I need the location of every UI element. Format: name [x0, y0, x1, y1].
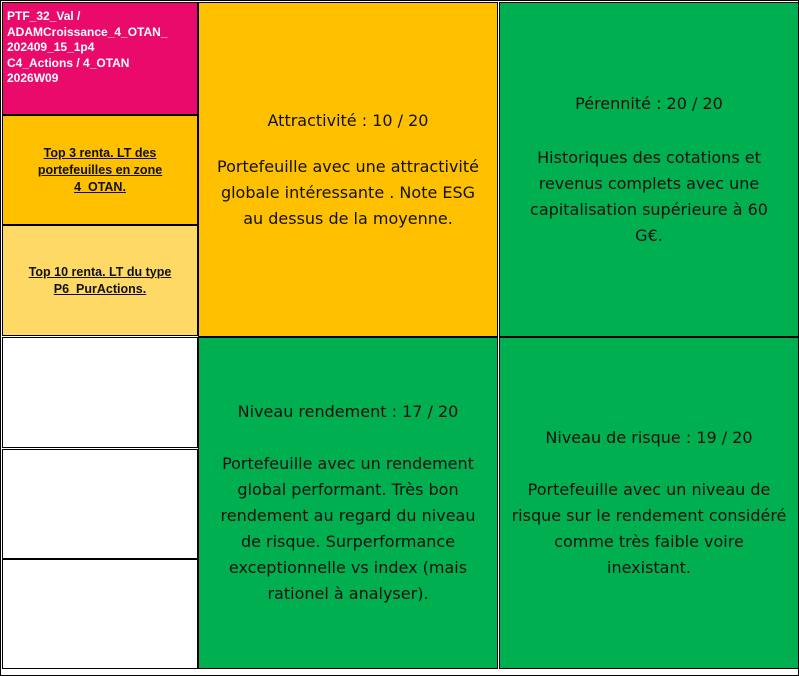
top3-ranking-label: Top 3 renta. LT des portefeuilles en zone 4_OTAN. — [37, 145, 163, 194]
portfolio-id-cell — [2, 2, 198, 115]
top10-ranking-link[interactable] — [2, 225, 198, 336]
perennite-title: Pérennité : 20 / 20 — [575, 94, 723, 113]
perennite-box — [499, 2, 799, 337]
empty-cell — [2, 449, 198, 559]
attractivite-text: Portefeuille avec une attractivité globale intéressante . Note ESG au dessus de la moyenne. — [217, 156, 479, 228]
rendement-text: Portefeuille avec un rendement global performant. Très bon rendement au regard du niveau de risque. Surperformance exceptionnelle vs index (mais rationel à analyser). — [220, 454, 476, 603]
portfolio-id-line: C4_Actions / 4_OTAN — [7, 55, 130, 70]
risque-title: Niveau de risque : 19 / 20 — [545, 428, 753, 447]
rendement-box — [198, 337, 498, 669]
empty-cell — [2, 337, 198, 448]
portfolio-id-line: 2026W09 — [7, 71, 59, 85]
attractivite-title: Attractivité : 10 / 20 — [267, 110, 429, 130]
portfolio-id-line: ADAMCroissance_4_OTAN_ — [7, 24, 168, 39]
top3-ranking-link[interactable] — [2, 115, 198, 225]
portfolio-id-line: PTF_32_Val / — [7, 9, 81, 23]
portfolio-id-line: 202409_15_1p4 — [7, 40, 95, 54]
empty-cell — [2, 559, 198, 669]
perennite-text: Historiques des cotations et revenus complets avec une capitalisation supérieure à 60 G€. — [530, 148, 768, 245]
rendement-title: Niveau rendement : 17 / 20 — [237, 402, 459, 421]
attractivite-box — [198, 2, 498, 337]
risque-text: Portefeuille avec un niveau de risque sur le rendement considéré comme très faible voire inexistant. — [511, 480, 787, 577]
risque-box — [499, 337, 799, 669]
top10-ranking-label: Top 10 renta. LT du type P6_PurActions. — [28, 264, 172, 296]
